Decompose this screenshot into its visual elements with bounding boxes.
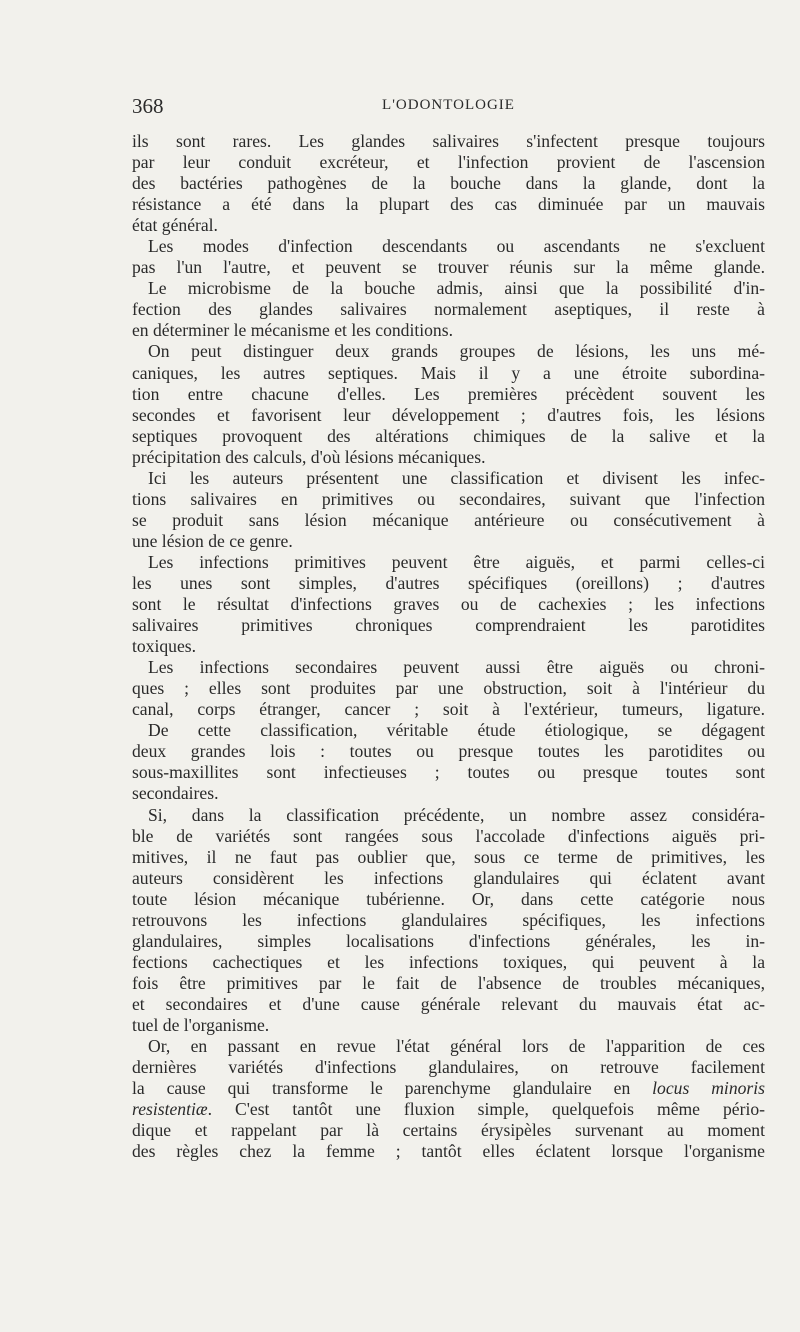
text-line: mitives, il ne faut pas oublier que, sous ce terme de primitives, les bbox=[132, 846, 765, 867]
text-line: Ici les auteurs présentent une classification et divisent les infec- bbox=[148, 467, 765, 488]
text-line: état général. bbox=[132, 215, 218, 236]
text-line: ble de variétés sont rangées sous l'accolade d'infections aiguës pri- bbox=[132, 825, 765, 846]
text-line: salivaires primitives chroniques comprendraient les parotidites bbox=[132, 615, 765, 636]
paragraph bbox=[132, 1036, 765, 1162]
text-line: fois être primitives par le fait de l'absence de troubles mécaniques, bbox=[132, 972, 765, 993]
paragraph bbox=[132, 468, 765, 552]
text-line: tion entre chacune d'elles. Les premières précèdent souvent les bbox=[132, 383, 765, 404]
text-line: sont le résultat d'infections graves ou de cachexies ; les infections bbox=[132, 594, 765, 615]
text-line: Les infections primitives peuvent être aiguës, et parmi celles-ci bbox=[148, 551, 765, 572]
paragraph bbox=[132, 720, 765, 804]
text-line: caniques, les autres septiques. Mais il y a une étroite subordina- bbox=[132, 362, 765, 383]
text-line: toute lésion mécanique tubérienne. Or, dans cette catégorie nous bbox=[132, 888, 765, 909]
text-line: septiques provoquent des altérations chimiques de la salive et la bbox=[132, 425, 765, 446]
paragraph bbox=[132, 341, 765, 467]
italic-word: resistentiæ bbox=[132, 1099, 208, 1120]
body-text bbox=[132, 131, 765, 1162]
text-line: et secondaires et d'une cause générale relevant du mauvais état ac- bbox=[132, 993, 765, 1014]
text-line: deux grandes lois : toutes ou presque toutes les parotidites ou bbox=[132, 741, 765, 762]
text-line-with-italic bbox=[132, 1078, 765, 1099]
paragraph bbox=[132, 278, 765, 341]
paragraph bbox=[132, 657, 765, 720]
text-line: glandulaires, simples localisations d'infections générales, les in- bbox=[132, 930, 765, 951]
text-line: tuel de l'organisme. bbox=[132, 1014, 270, 1035]
text-line: tions salivaires en primitives ou secondaires, suivant que l'infection bbox=[132, 488, 765, 509]
running-title: L'ODONTOLOGIE bbox=[382, 97, 515, 113]
text-line: toxiques. bbox=[132, 636, 197, 657]
text-line: les unes sont simples, d'autres spécifiques (oreillons) ; d'autres bbox=[132, 572, 765, 593]
text-line: en déterminer le mécanisme et les conditions. bbox=[132, 320, 453, 341]
text-line: Les infections secondaires peuvent aussi être aiguës ou chroni- bbox=[148, 657, 765, 678]
text-line: fection des glandes salivaires normalement aseptiques, il reste à bbox=[132, 299, 765, 320]
text-line: Or, en passant en revue l'état général lors de l'apparition de ces bbox=[148, 1036, 765, 1057]
text-line: se produit sans lésion mécanique antérieure ou consécutivement à bbox=[132, 509, 765, 530]
paragraph bbox=[132, 805, 765, 1037]
italic-phrase: locus minoris bbox=[652, 1078, 765, 1099]
text-line: fections cachectiques et les infections toxiques, qui peuvent à la bbox=[132, 951, 765, 972]
text-line: résistance a été dans la plupart des cas diminuée par un mauvais bbox=[132, 194, 765, 215]
page-header bbox=[132, 94, 765, 122]
page-number: 368 bbox=[132, 94, 164, 118]
paragraph bbox=[132, 552, 765, 657]
text-line-with-italic bbox=[132, 1099, 765, 1120]
text-line: des bactéries pathogènes de la bouche dans la glande, dont la bbox=[132, 173, 765, 194]
text-segment: la cause qui transforme le parenchyme glandulaire en bbox=[132, 1078, 653, 1099]
paragraph bbox=[132, 131, 765, 236]
text-line: De cette classification, véritable étude étiologique, se dégagent bbox=[148, 720, 765, 741]
text-line: Si, dans la classification précédente, un nombre assez considéra- bbox=[148, 804, 765, 825]
text-line: ques ; elles sont produites par une obstruction, soit à l'intérieur du bbox=[132, 678, 765, 699]
text-line: des règles chez la femme ; tantôt elles éclatent lorsque l'organisme bbox=[132, 1141, 765, 1162]
text-line: Le microbisme de la bouche admis, ainsi que la possibilité d'in- bbox=[148, 278, 765, 299]
text-line: une lésion de ce genre. bbox=[132, 530, 293, 551]
text-line: pas l'un l'autre, et peuvent se trouver réunis sur la même glande. bbox=[132, 257, 765, 278]
text-line: dernières variétés d'infections glandulaires, on retrouve facilement bbox=[132, 1057, 765, 1078]
paragraph bbox=[132, 236, 765, 278]
text-line: retrouvons les infections glandulaires spécifiques, les infections bbox=[132, 909, 765, 930]
text-segment: . C'est tantôt une fluxion simple, quelquefois même pério- bbox=[207, 1099, 765, 1120]
text-line: secondes et favorisent leur développement ; d'autres fois, les lésions bbox=[132, 404, 765, 425]
text-line: Les modes d'infection descendants ou ascendants ne s'excluent bbox=[148, 236, 765, 257]
text-line: dique et rappelant par là certains érysipèles survenant au moment bbox=[132, 1120, 765, 1141]
text-line: sous-maxillites sont infectieuses ; toutes ou presque toutes sont bbox=[132, 762, 765, 783]
text-line: canal, corps étranger, cancer ; soit à l'extérieur, tumeurs, ligature. bbox=[132, 699, 765, 720]
text-line: ils sont rares. Les glandes salivaires s'infectent presque toujours bbox=[132, 131, 765, 151]
text-line: secondaires. bbox=[132, 783, 219, 804]
text-line: précipitation des calculs, d'où lésions mécaniques. bbox=[132, 446, 486, 467]
text-line: On peut distinguer deux grands groupes de lésions, les uns mé- bbox=[148, 341, 765, 362]
text-line: par leur conduit excréteur, et l'infection provient de l'ascension bbox=[132, 152, 765, 173]
text-line: auteurs considèrent les infections glandulaires qui éclatent avant bbox=[132, 867, 765, 888]
